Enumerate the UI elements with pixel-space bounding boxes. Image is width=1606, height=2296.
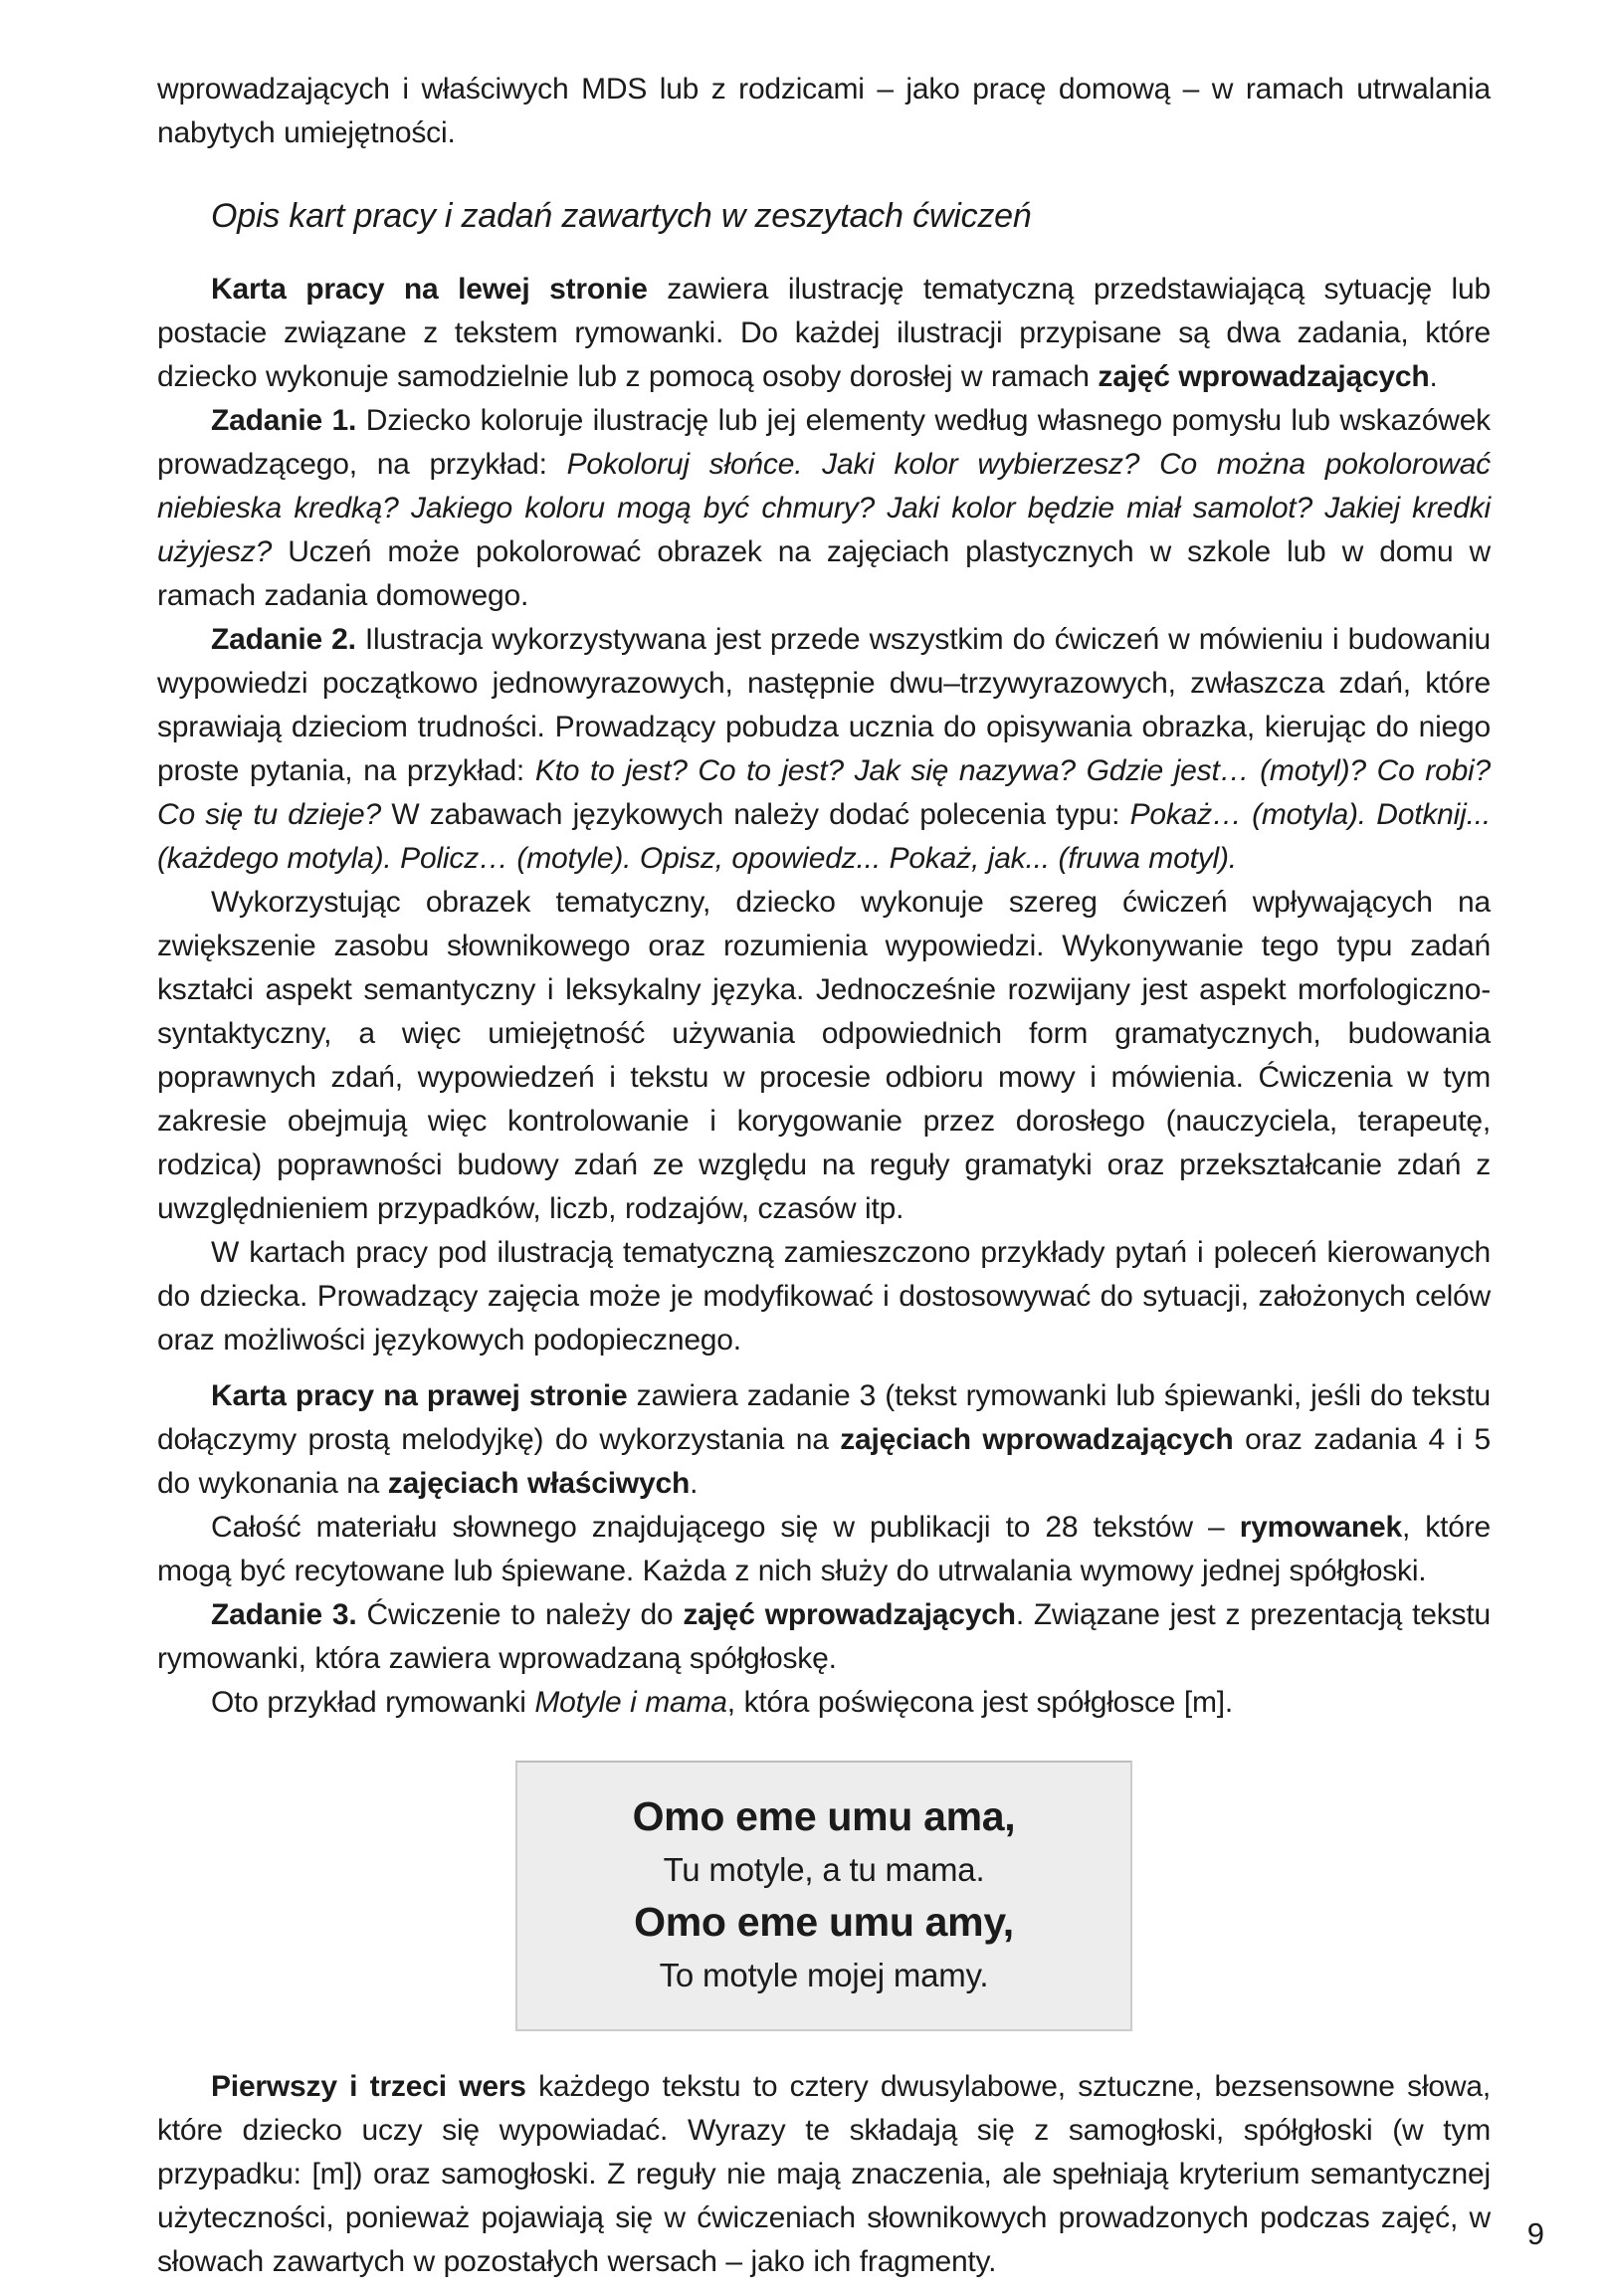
text-run: Karta pracy na lewej stronie <box>211 273 648 306</box>
text-run: W kartach pracy pod ilustracją tematyczną zamieszczono przykłady pytań i poleceń kierowanych do dziecka. Prowadzący zajęcia może je modyfikować i dostosowywać do sytuacji, założonych celów oraz możliwości językowych podopiecznego. <box>157 1236 1491 1357</box>
paragraph <box>157 1593 1491 1681</box>
paragraph <box>157 1374 1491 1506</box>
poem-line: Omo eme umu amy, <box>634 1899 1014 1945</box>
text-run: zajęciach wprowadzających <box>840 1423 1234 1456</box>
text-run: Ćwiczenie to należy do <box>356 1598 684 1631</box>
text-run: Zadanie 3. <box>211 1598 357 1631</box>
paragraph <box>157 399 1491 618</box>
text-run: W zabawach językowych należy dodać polecenia typu: <box>380 798 1130 831</box>
text-run: Pokoloruj słońce. Jaki kolor wybierzesz? Co można pokolorować niebieska kredką? Jakiego koloru mogą być chmury? Jaki kolor będzie miał samolot? Jakiej kredki użyjesz? <box>157 448 1491 568</box>
text-run: Ilustracja wykorzystywana jest przede wszystkim do ćwiczeń w mówieniu i budowaniu wypowiedzi początkowo jednowyrazowych, następnie dwu–trzywyrazowych, zwłaszcza zdań, które sprawiają dzieciom trudności. Prowadzący pobudza ucznia do opisywania obrazka, kierując do niego proste pytania, na przykład: <box>157 623 1491 787</box>
paragraph <box>157 268 1491 399</box>
text-run: Zadanie 1. <box>211 404 357 437</box>
text-run: oraz zadania 4 i 5 do wykonania na <box>157 1423 1492 1500</box>
text-run: Motyle i mama <box>534 1686 727 1719</box>
poem-line: To motyle mojej mamy. <box>659 1957 989 1993</box>
poem-box <box>515 1761 1132 2031</box>
poem-line: Omo eme umu ama, <box>632 1793 1016 1839</box>
section-heading: Opis kart pracy i zadań zawartych w zeszytach ćwiczeń <box>211 197 1032 235</box>
text-run: . <box>1429 360 1438 393</box>
text-block <box>157 68 1491 2284</box>
paragraph <box>157 618 1491 881</box>
poem-lines <box>527 1788 1120 1999</box>
text-run: Zadanie 2. <box>211 623 356 656</box>
text-run: każdego tekstu to cztery dwusylabowe, sztuczne, bezsensowne słowa, które dziecko uczy się wypowiadać. Wyrazy te składają się z samogłoski, spółgłoski (w tym przypadku: [m]) oraz samogłoski. Z reguły nie mają znaczenia, ale spełniają kryterium semantycznej użyteczności, ponieważ pojawiają się w ćwiczeniach słownikowych prowadzonych podczas zajęć, w słowach zawartych w pozostałych wersach – jako ich fragmenty. <box>157 2070 1491 2278</box>
closing-paragraphs <box>157 2065 1491 2284</box>
text-run: zajęciach właściwych <box>387 1467 691 1500</box>
text-run: Kto to jest? Co to jest? Jak się nazywa? Gdzie jest… (motyl)? Co robi? Co się tu dzieje? <box>157 754 1492 831</box>
text-run: Pierwszy i trzeci wers <box>211 2070 526 2103</box>
text-run: zajęć wprowadzających <box>683 1598 1016 1631</box>
paragraph <box>157 881 1491 1231</box>
poem-line: Tu motyle, a tu mama. <box>663 1851 985 1888</box>
text-run: zajęć wprowadzających <box>1098 360 1430 393</box>
text-run: rymowanek <box>1239 1511 1402 1544</box>
paragraph <box>157 2065 1491 2284</box>
body-paragraphs <box>157 268 1491 1725</box>
text-run: Wykorzystując obrazek tematyczny, dziecko wykonuje szereg ćwiczeń wpływających na zwiększenie zasobu słownikowego oraz rozumienia wypowiedzi. Wykonywanie tego typu zadań kształci aspekt semantyczny i leksykalny języka. Jednocześnie rozwijany jest aspekt morfologiczno-syntaktyczny, a więc umiejętność używania odpowiednich form gramatycznych, budowania poprawnych zdań, wypowiedzeń i tekstu w procesie odbioru mowy i mówienia. Ćwiczenia w tym zakresie obejmują więc kontrolowanie i korygowanie przez dorosłego (nauczyciela, terapeutę, rodzica) poprawności budowy zdań ze względu na reguły gramatyki oraz przekształcanie zdań z uwzględnieniem przypadków, liczb, rodzajów, czasów itp. <box>157 886 1491 1225</box>
text-run: zawiera ilustrację tematyczną przedstawiającą sytuację lub postacie związane z tekstem rymowanki. Do każdej ilustracji przypisane są dwa zadania, które dziecko wykonuje samodzielnie lub z pomocą osoby dorosłej w ramach <box>157 273 1491 393</box>
text-run: Karta pracy na prawej stronie <box>211 1379 628 1412</box>
paragraph <box>157 1506 1491 1593</box>
text-run: zawiera zadanie 3 (tekst rymowanki lub śpiewanki, jeśli do tekstu dołączymy prostą melodyjkę) do wykorzystania na <box>157 1379 1491 1456</box>
text-run: Oto przykład rymowanki <box>211 1686 535 1719</box>
paragraph <box>157 1231 1491 1362</box>
text-run: . Związane jest z prezentacją tekstu rymowanki, która zawiera wprowadzaną spółgłoskę. <box>157 1598 1491 1675</box>
text-run: Całość materiału słownego znajdującego się w publikacji to 28 tekstów – <box>211 1511 1240 1544</box>
text-run: , które mogą być recytowane lub śpiewane. Każda z nich służy do utrwalania wymowy jednej spółgłoski. <box>157 1511 1492 1587</box>
paragraph <box>157 1681 1491 1725</box>
text-run: Uczeń może pokolorować obrazek na zajęciach plastycznych w szkole lub w domu w ramach zadania domowego. <box>157 535 1491 612</box>
page-number: 9 <box>1526 2216 1544 2251</box>
text-run: Dziecko koloruje ilustrację lub jej elementy według własnego pomysłu lub wskazówek prowadzącego, na przykład: <box>157 404 1491 481</box>
intro-paragraph: wprowadzających i właściwych MDS lub z rodzicami – jako pracę domową – w ramach utrwalania nabytych umiejętności. <box>157 73 1491 149</box>
text-run: , która poświęcona jest spółgłosce [m]. <box>726 1686 1234 1719</box>
text-run: . <box>690 1467 699 1500</box>
text-run: Pokaż… (motyla). Dotknij... (każdego motyla). Policz… (motyle). Opisz, opowiedz... Pokaż, jak... (fruwa motyl). <box>157 798 1491 875</box>
